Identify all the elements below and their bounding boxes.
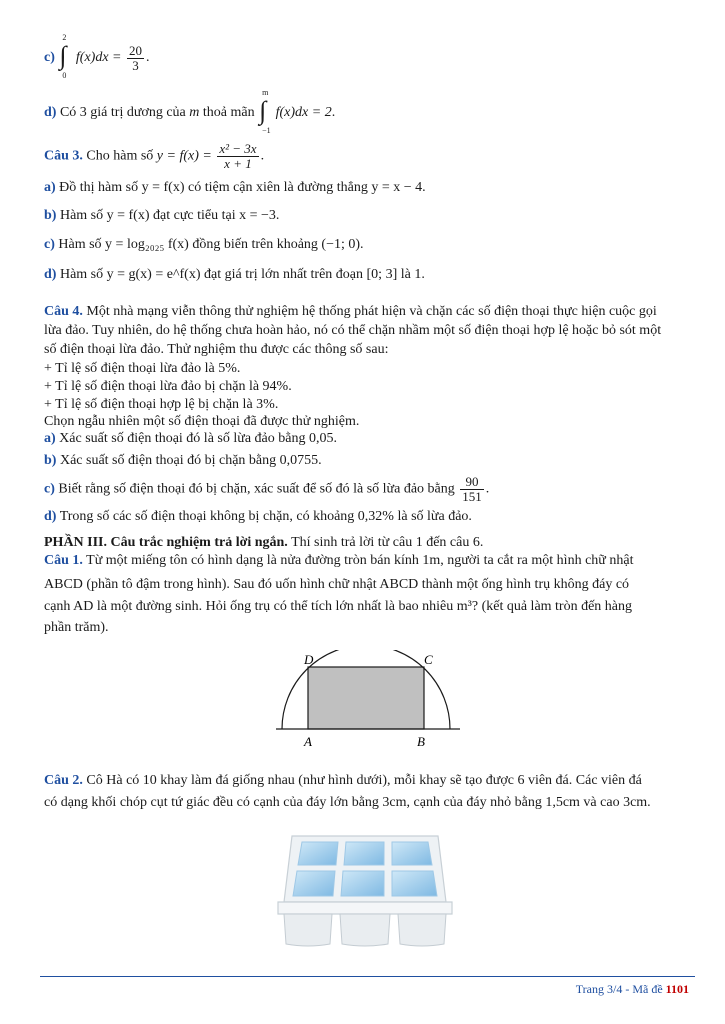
question-label: Câu 1. xyxy=(44,553,83,568)
page-number: Trang 3/4 - Mã đề xyxy=(575,982,663,996)
q4-item-b: b) Xác suất số điện thoại đó bị chặn bằng 0,0755. xyxy=(44,453,322,468)
fraction: $\frac{\text{x² − 3x}}{x + 1}$ xyxy=(219,141,257,171)
label-a: A xyxy=(304,734,312,749)
q4-item-a: a) Xác suất số điện thoại đó là số lừa đảo bằng 0,05. xyxy=(44,431,337,446)
q4-bullet-3: + Tỉ lệ số điện thoại hợp lệ bị chặn là 3%. xyxy=(44,397,279,412)
q4-item-c: c) Biết rằng số điện thoại đó bị chặn, xác suất để số đó là số lừa đảo bằng $\frac{90}{151}$ . xyxy=(44,474,490,504)
q3-item-c: c) Hàm số y = log₂₀₂₅ f(x) đồng biến trên khoảng (−1; 0). xyxy=(44,237,364,252)
question-label: Câu 3. xyxy=(44,148,83,164)
integral-sign: m ∫ −1 xyxy=(259,88,271,135)
rectangle-abcd xyxy=(308,667,424,729)
item-label: c) xyxy=(44,50,55,66)
integrand: f(x)dx = xyxy=(75,50,122,66)
q3-stem: Câu 3. Cho hàm số y = f(x) = $\frac{\text{x² − 3x}}{x + 1}$ . xyxy=(44,141,265,171)
q2-item-d: d) Có 3 giá trị dương của m thoả mãn m ∫ −1 f(x)dx = 2. xyxy=(44,88,336,135)
footer-divider xyxy=(40,976,695,977)
q3-item-a: a) Đồ thị hàm số y = f(x) có tiệm cận xiên là đường thẳng y = x − 4. xyxy=(44,180,426,195)
question-label: Câu 2. xyxy=(44,773,83,788)
q3-item-b: b) Hàm số y = f(x) đạt cực tiểu tại x = −3. xyxy=(44,208,280,223)
q2-item-c: c) 2 ∫ 0 f(x)dx = $\frac{20}{3}$ . xyxy=(44,33,150,80)
q4-item-d: d) Trong số các số điện thoại không bị chặn, có khoảng 0,32% là số lừa đảo. xyxy=(44,509,472,524)
q3-item-d: d) Hàm số y = g(x) = e^f(x) đạt giá trị lớn nhất trên đoạn [0; 3] là 1. xyxy=(44,267,425,282)
p3q1-line-3: cạnh AD là một đường sinh. Hỏi ống trụ có thể tích lớn nhất là bao nhiêu m³? (kết quả làm tròn đến hàng xyxy=(44,599,633,614)
item-label: d) xyxy=(44,105,57,121)
q4-para-1: Câu 4. Một nhà mạng viễn thông thử nghiệm hệ thống phát hiện và chặn các số điện thoại thực hiện cuộc gọi xyxy=(44,304,657,319)
p3q1-line-4: phần trăm). xyxy=(44,620,109,635)
page-footer xyxy=(576,982,689,997)
part-title: PHẦN III. Câu trắc nghiệm trả lời ngắn. xyxy=(44,535,288,550)
exam-code: 1101 xyxy=(665,982,689,996)
integrand: f(x)dx = 2 xyxy=(275,105,332,121)
q4-para-2: lừa đảo. Tuy nhiên, do hệ thống chưa hoàn hảo, nó có thể chặn nhầm một số điện thoại hợp lệ hoặc bỏ sót một xyxy=(44,323,662,338)
label-b: B xyxy=(417,734,425,749)
fraction: $\frac{20}{3}$ xyxy=(128,42,142,73)
label-c: C xyxy=(424,652,433,667)
q4-bullet-1: + Tỉ lệ số điện thoại lừa đảo là 5%. xyxy=(44,361,241,376)
p3q2-line-2: có dạng khối chóp cụt tứ giác đều có cạnh của đáy lớn bằng 3cm, cạnh của đáy nhỏ bằng 1,5cm và cao 3cm. xyxy=(44,795,651,810)
p3q1-line-2: ABCD (phần tô đậm trong hình). Sau đó uốn hình chữ nhật ABCD thành một ống hình trụ không đáy có xyxy=(44,577,630,592)
p3q1-line-1: Câu 1. Từ một miếng tôn có hình dạng là nửa đường tròn bán kính 1m, người ta cắt ra một hình chữ nhật xyxy=(44,553,634,568)
p3q2-line-1: Câu 2. Cô Hà có 10 khay làm đá giống nhau (như hình dưới), mỗi khay sẽ tạo được 6 viên đá. Các viên đá xyxy=(44,773,642,788)
q4-para-3: số điện thoại lừa đảo. Thử nghiệm thu được các thông số sau: xyxy=(44,342,389,357)
integral-sign: 2 ∫ 0 xyxy=(59,33,67,80)
ice-tray-image xyxy=(270,828,460,948)
semicircle-rectangle-figure xyxy=(276,650,460,752)
q4-bullet-2: + Tỉ lệ số điện thoại lừa đảo bị chặn là 94%. xyxy=(44,379,292,394)
fraction: $\frac{90}{151}$ xyxy=(462,474,482,504)
question-label: Câu 4. xyxy=(44,304,83,319)
label-d: D xyxy=(304,652,314,667)
q4-choose: Chọn ngẫu nhiên một số điện thoại đã được thử nghiệm. xyxy=(44,414,360,429)
part3-heading: PHẦN III. Câu trắc nghiệm trả lời ngắn. Thí sinh trả lời từ câu 1 đến câu 6. xyxy=(44,535,484,550)
